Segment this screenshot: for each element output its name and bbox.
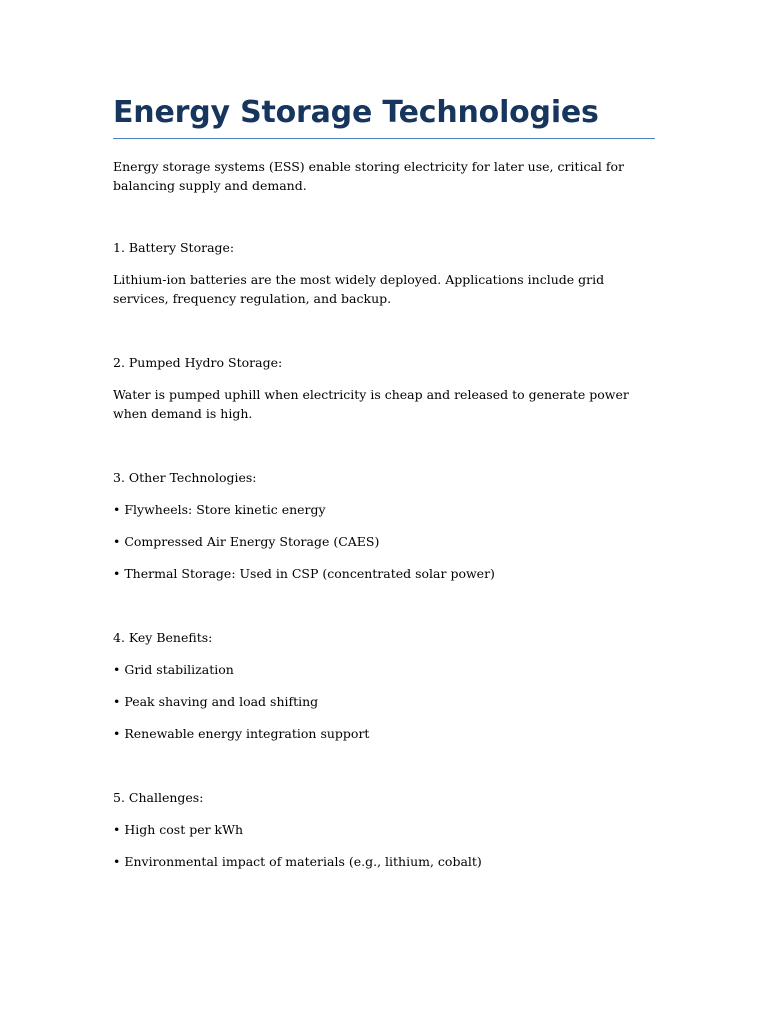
section-body-battery-storage: Lithium-ion batteries are the most widely deployed. Applications include grid services, frequency regulation, and backup.: [113, 272, 605, 306]
bullet-item: • Compressed Air Energy Storage (CAES): [113, 534, 380, 549]
section-body-pumped-hydro: Water is pumped uphill when electricity is cheap and released to generate power when demand is high.: [113, 387, 629, 421]
bullet-item: • Thermal Storage: Used in CSP (concentrated solar power): [113, 566, 495, 581]
bullet-item: • Environmental impact of materials (e.g., lithium, cobalt): [113, 854, 482, 869]
bullet-item: • Renewable energy integration support: [113, 726, 370, 741]
intro-paragraph: Energy storage systems (ESS) enable storing electricity for later use, critical for balancing supply and demand.: [113, 159, 625, 193]
section-heading-other-technologies: 3. Other Technologies:: [113, 470, 257, 485]
bullet-item: • Peak shaving and load shifting: [113, 694, 319, 709]
document-body: [113, 92, 655, 884]
section-heading-challenges: 5. Challenges:: [113, 790, 204, 805]
section-heading-pumped-hydro: 2. Pumped Hydro Storage:: [113, 355, 283, 370]
bullet-item: • High cost per kWh: [113, 822, 244, 837]
bullet-item: • Flywheels: Store kinetic energy: [113, 502, 326, 517]
title-underline: [113, 138, 655, 139]
document-title: Energy Storage Technologies: [113, 95, 599, 130]
section-heading-key-benefits: 4. Key Benefits:: [113, 630, 213, 645]
section-heading-battery-storage: 1. Battery Storage:: [113, 240, 235, 255]
bullet-item: • Grid stabilization: [113, 662, 234, 677]
